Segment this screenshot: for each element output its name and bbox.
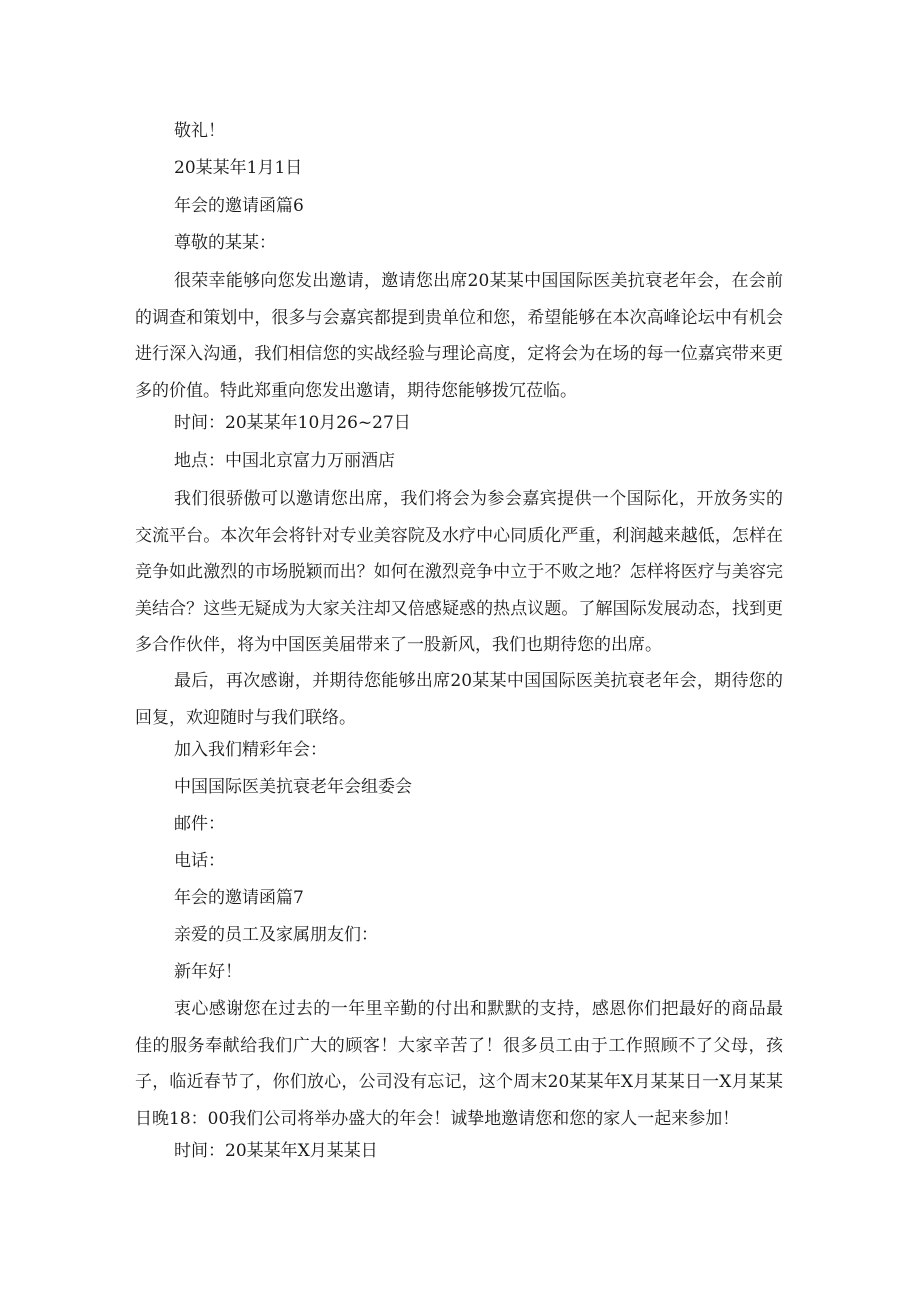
section-6-paragraph-2: 我们很骄傲可以邀请您出席，我们将会为参会嘉宾提供一个国际化，开放务实的交流平台。本次年会将针对专业美容院及水疗中心同质化严重，利润越来越低，怎样在竞争如此激烈的市场脱颖而出？如何在激烈竞争中立于不败之地？怎样将医疗与美容完美结合？这些无疑成为大家关注却又倍感疑惑的热点议题。了解国际发展动态，找到更多合作伙伴，将为中国医美届带来了一股新风，我们也期待您的出席。 (135, 489, 783, 656)
section-7-heading: 年会的邀请函篇7 (174, 888, 304, 908)
section-7-paragraph-1: 衷心感谢您在过去的一年里辛勤的付出和默默的支持，感恩你们把最好的商品最佳的服务奉献给我们广大的顾客！大家辛苦了！很多员工由于工作照顾不了父母，孩子，临近春节了，你们放心，公司没有忘记，这个周末20某某年X月某某日一X月某某日晚18：00我们公司将举办盛大的年会！诚挚地邀请您和您的家人一起来参加！ (135, 999, 783, 1129)
section-7-greeting: 新年好！ (174, 962, 242, 982)
section-6-paragraph-3: 最后，再次感谢，并期待您能够出席20某某中国国际医美抗衰老年会，期待您的回复，欢迎随时与我们联络。 (135, 671, 783, 728)
closing-line: 敬礼！ (174, 121, 225, 141)
section-6-salutation: 尊敬的某某： (174, 233, 276, 253)
date-line: 20某某年1月1日 (174, 158, 303, 178)
section-6-time: 时间：20某某年10月26~27日 (174, 413, 411, 433)
section-6-join: 加入我们精彩年会： (174, 740, 327, 760)
section-6-organizer: 中国国际医美抗衰老年会组委会 (174, 777, 412, 797)
section-6-heading: 年会的邀请函篇6 (174, 196, 304, 216)
section-6-location: 地点：中国北京富力万丽酒店 (174, 451, 395, 471)
section-7-time: 时间：20某某年X月某某日 (174, 1141, 378, 1161)
section-6-phone: 电话： (174, 851, 225, 871)
section-7-salutation: 亲爱的员工及家属朋友们： (174, 925, 378, 945)
section-6-email: 邮件： (174, 814, 225, 834)
section-6-paragraph-1: 很荣幸能够向您发出邀请，邀请您出席20某某中国国际医美抗衰老年会，在会前的调查和策划中，很多与会嘉宾都提到贵单位和您，希望能够在本次高峰论坛中有机会进行深入沟通，我们相信您的实战经验与理论高度，定将会为在场的每一位嘉宾带来更多的价值。特此郑重向您发出邀请，期待您能够拨冗莅临。 (135, 271, 783, 401)
